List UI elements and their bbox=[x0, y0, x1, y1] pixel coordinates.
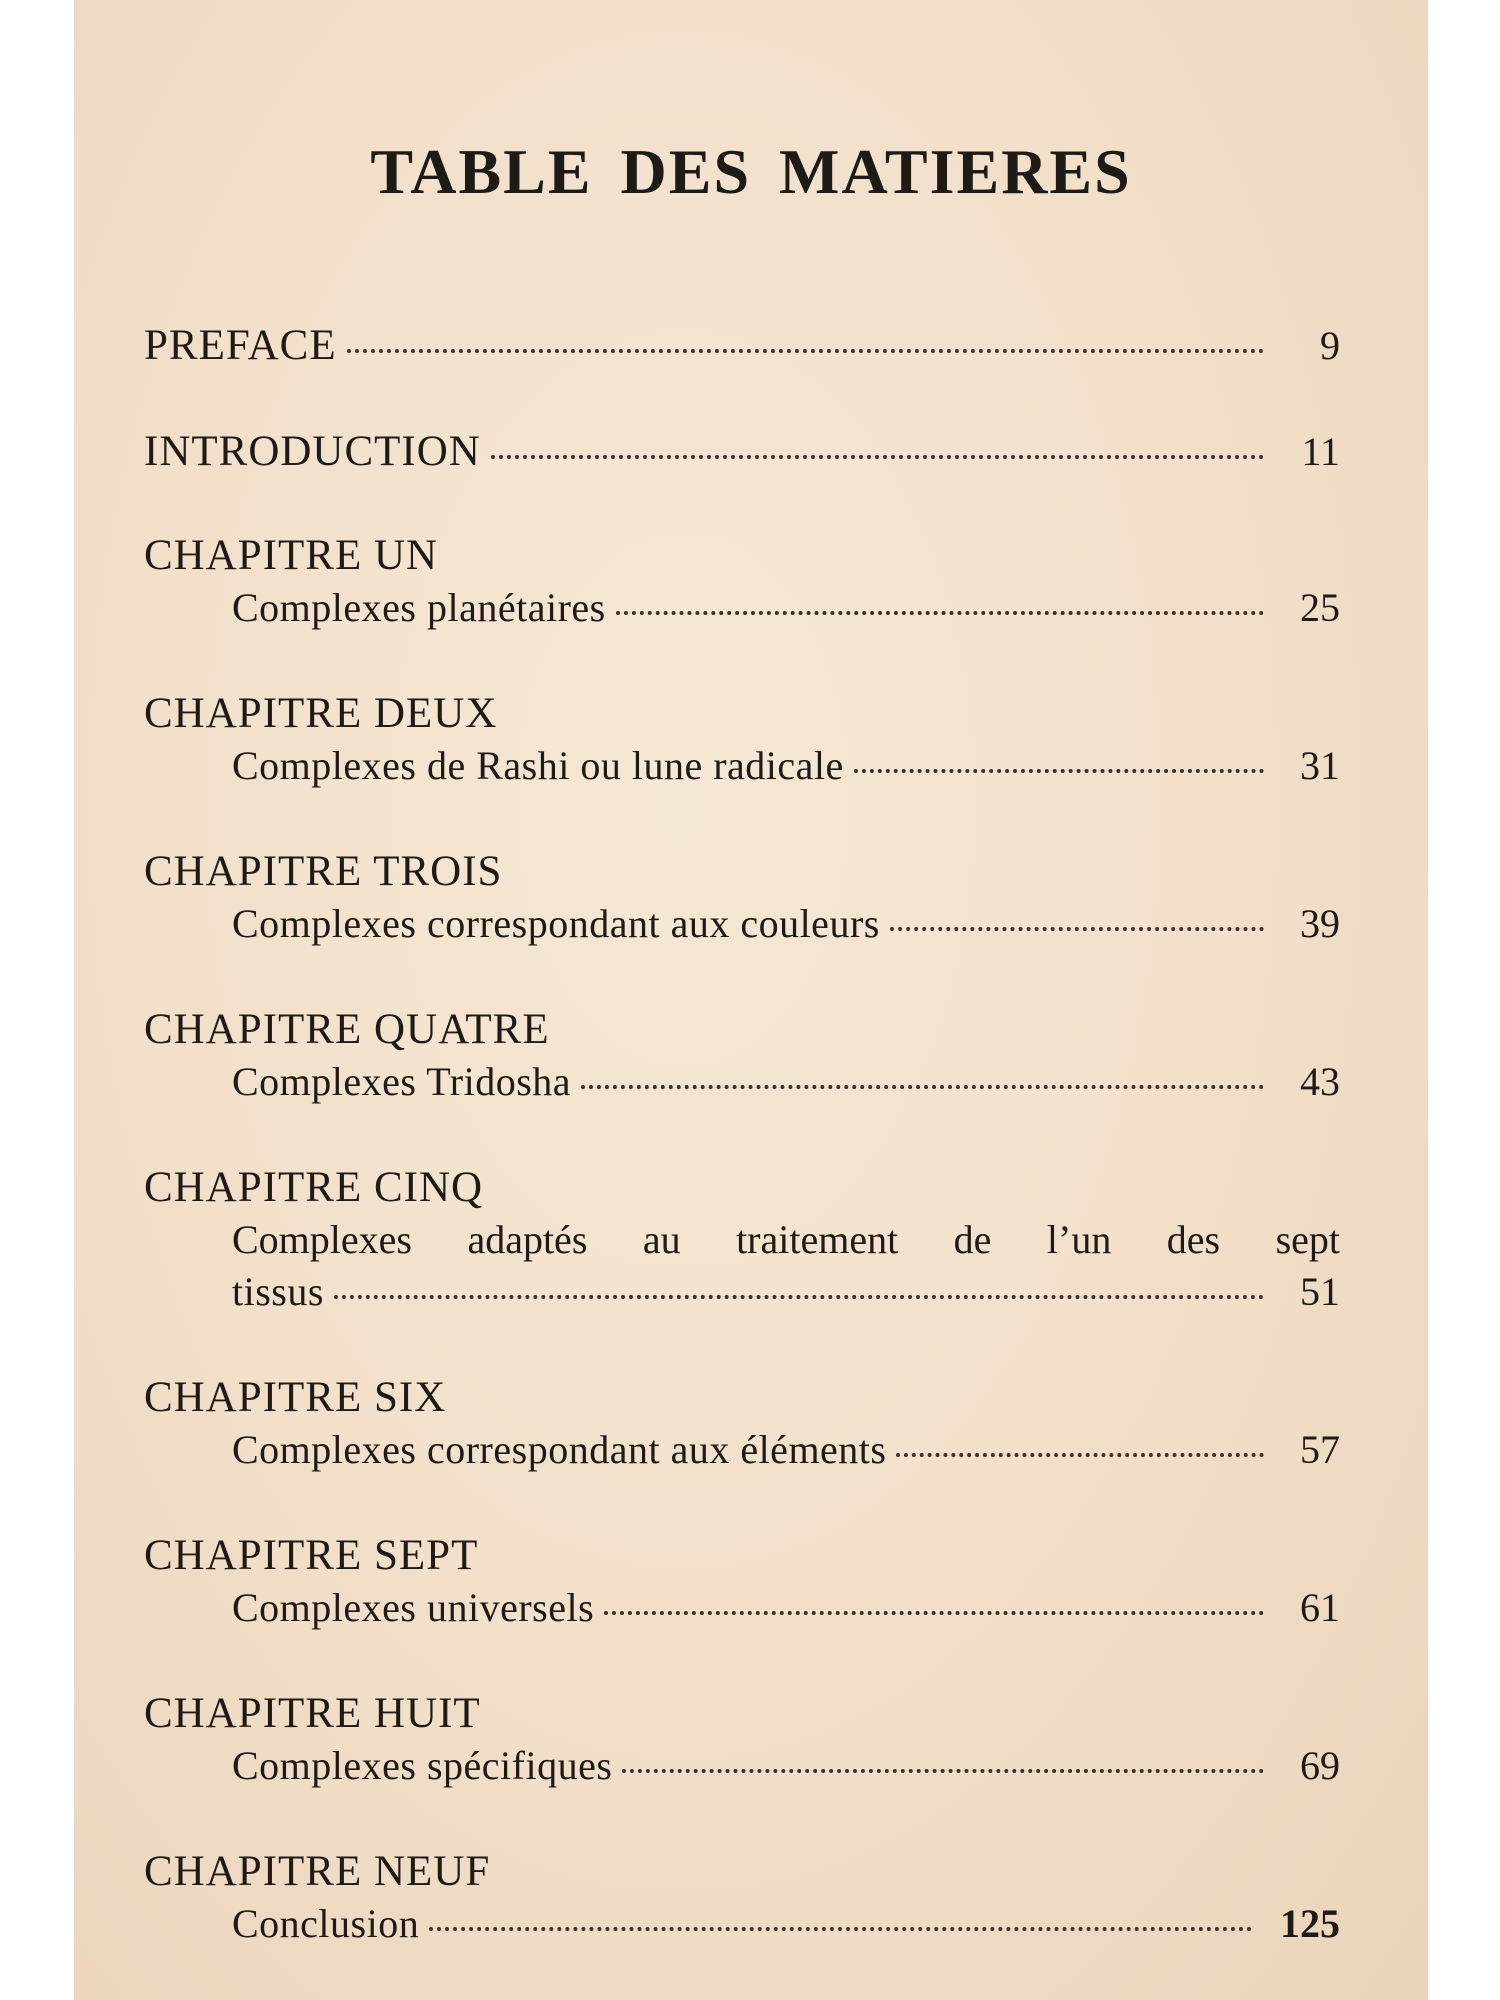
chapter-heading: CHAPITRE CINQ bbox=[144, 1164, 484, 1211]
toc-row bbox=[144, 1056, 1340, 1108]
toc-entry-chapter-9 bbox=[144, 1846, 1340, 1950]
toc-label: INTRODUCTION bbox=[144, 428, 481, 475]
toc-page-number: 57 bbox=[1300, 1427, 1340, 1472]
chapter-heading: CHAPITRE SIX bbox=[144, 1374, 447, 1421]
chapter-heading: CHAPITRE DEUX bbox=[144, 690, 498, 737]
toc-row bbox=[144, 1424, 1340, 1476]
toc-page-number: 51 bbox=[1300, 1269, 1340, 1314]
toc-label: Complexes universels bbox=[232, 1585, 595, 1630]
toc-row bbox=[144, 426, 1340, 478]
toc-entry-chapter-4 bbox=[144, 1004, 1340, 1108]
chapter-heading: CHAPITRE QUATRE bbox=[144, 1006, 550, 1053]
toc-label: Complexes de Rashi ou lune radicale bbox=[232, 743, 844, 788]
book-page bbox=[74, 0, 1428, 2000]
toc-label-word: sept bbox=[1275, 1217, 1340, 1262]
toc-entry-preface bbox=[144, 320, 1340, 372]
toc-row bbox=[144, 582, 1340, 634]
toc-entry-chapter-5 bbox=[144, 1162, 1340, 1318]
chapter-heading: CHAPITRE NEUF bbox=[144, 1848, 491, 1895]
toc-entry-chapter-1 bbox=[144, 530, 1340, 634]
chapter-heading: CHAPITRE TROIS bbox=[144, 848, 503, 895]
chapter-heading: CHAPITRE UN bbox=[144, 532, 439, 579]
toc-entry-chapter-3 bbox=[144, 846, 1340, 950]
toc-label-word: des bbox=[1166, 1217, 1221, 1262]
toc-entry-chapter-7 bbox=[144, 1530, 1340, 1634]
toc-page-number: 61 bbox=[1300, 1585, 1340, 1630]
chapter-heading: CHAPITRE HUIT bbox=[144, 1690, 481, 1737]
dot-leader bbox=[616, 611, 1264, 615]
toc-entry-introduction bbox=[144, 426, 1340, 478]
toc-row bbox=[144, 1898, 1340, 1950]
dot-leader bbox=[491, 455, 1264, 459]
toc-page-number: 11 bbox=[1301, 429, 1340, 474]
chapter-heading: CHAPITRE SEPT bbox=[144, 1532, 479, 1579]
toc-page-number: 69 bbox=[1300, 1743, 1340, 1788]
toc-page-number: 125 bbox=[1280, 1901, 1340, 1946]
toc-label-word: au bbox=[642, 1217, 681, 1262]
toc-row bbox=[144, 740, 1340, 792]
dot-leader bbox=[854, 769, 1264, 773]
toc-page-number: 43 bbox=[1300, 1059, 1340, 1104]
toc-label: tissus bbox=[232, 1269, 324, 1314]
toc-label-word: traitement bbox=[736, 1217, 899, 1262]
toc-row bbox=[144, 898, 1340, 950]
toc-label-word: l’un bbox=[1046, 1217, 1112, 1262]
toc-label: Complexes correspondant aux éléments bbox=[232, 1427, 887, 1472]
dot-leader bbox=[890, 927, 1264, 931]
toc-page-number: 31 bbox=[1300, 743, 1340, 788]
toc-row bbox=[144, 1266, 1340, 1318]
dot-leader bbox=[622, 1769, 1264, 1773]
dot-leader bbox=[429, 1927, 1252, 1931]
toc-page-number: 9 bbox=[1320, 323, 1340, 368]
dot-leader bbox=[604, 1611, 1264, 1615]
toc-label: Conclusion bbox=[232, 1901, 420, 1946]
toc-entry-chapter-8 bbox=[144, 1688, 1340, 1792]
toc-label: Complexes spécifiques bbox=[232, 1743, 613, 1788]
dot-leader bbox=[347, 349, 1264, 353]
toc-label: Complexes correspondant aux couleurs bbox=[232, 901, 880, 946]
toc-entry-chapter-2 bbox=[144, 688, 1340, 792]
toc-label-word: adaptés bbox=[467, 1217, 588, 1262]
toc-row bbox=[144, 1582, 1340, 1634]
dot-leader bbox=[581, 1085, 1264, 1089]
toc-label-word: de bbox=[953, 1217, 992, 1262]
toc-row bbox=[144, 320, 1340, 372]
dot-leader bbox=[896, 1453, 1264, 1457]
page-title: TABLE DES MATIERES bbox=[370, 136, 1132, 207]
toc-row bbox=[144, 1740, 1340, 1792]
toc-label: Complexes Tridosha bbox=[232, 1059, 572, 1104]
toc-label: PREFACE bbox=[144, 322, 337, 369]
dot-leader bbox=[334, 1295, 1264, 1299]
toc-entry-chapter-6 bbox=[144, 1372, 1340, 1476]
toc-label: Complexes planétaires bbox=[232, 585, 606, 630]
toc-page-number: 39 bbox=[1300, 901, 1340, 946]
toc-page-number: 25 bbox=[1300, 585, 1340, 630]
toc-label-line bbox=[144, 1214, 1340, 1266]
toc-label-word: Complexes bbox=[232, 1217, 412, 1262]
